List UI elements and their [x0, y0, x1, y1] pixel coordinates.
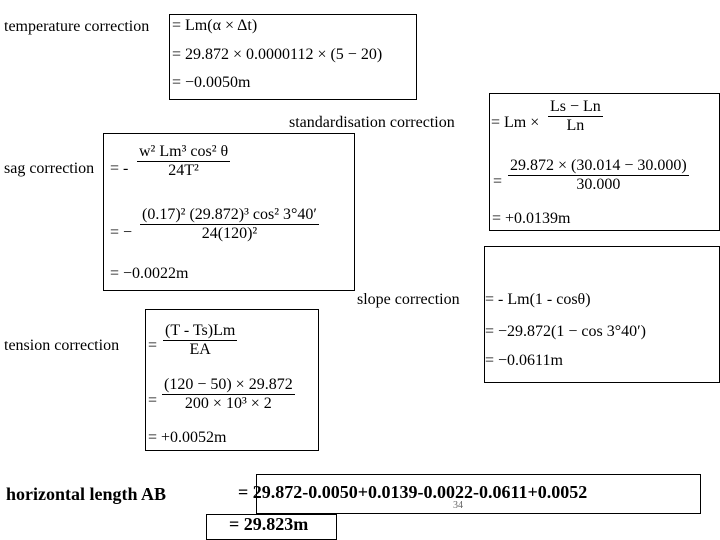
- tension-fraction-1-denominator: EA: [189, 341, 211, 358]
- standardisation-line-1-prefix: = Lm ×: [491, 114, 540, 131]
- horizontal-length-result: = 29.823m: [229, 514, 309, 534]
- tension-line-1-prefix: =: [148, 337, 158, 354]
- sag-correction-label: sag correction: [4, 160, 95, 177]
- standardisation-fraction-2-numerator: 29.872 × (30.014 − 30.000): [510, 157, 687, 174]
- tension-fraction-1-numerator: (T - Ts)Lm: [165, 322, 236, 339]
- sag-fraction-1-denominator: 24T²: [168, 162, 199, 179]
- sag-fraction-1-numerator: w² Lm³ cos² θ: [139, 143, 229, 160]
- sag-fraction-2-numerator: (0.17)² (29.872)³ cos² 3°40′: [142, 206, 317, 223]
- sag-fraction-1: [137, 143, 230, 180]
- tension-fraction-2: [162, 376, 295, 413]
- slope-line-1: = - Lm(1 - cosθ): [485, 291, 591, 308]
- temperature-correction-label: temperature correction: [4, 18, 150, 35]
- horizontal-length-expression: = 29.872-0.0050+0.0139-0.0022-0.0611+0.0052: [238, 482, 588, 502]
- standardisation-fraction-2-denominator: 30.000: [576, 176, 621, 193]
- standardisation-fraction-2: [508, 157, 689, 194]
- tension-line-3: = +0.0052m: [148, 429, 227, 446]
- sag-line-1-prefix: = -: [110, 160, 129, 177]
- standardisation-line-3: = +0.0139m: [492, 210, 571, 227]
- tension-correction-label: tension correction: [4, 337, 120, 354]
- tension-fraction-2-denominator: 200 × 10³ × 2: [184, 395, 272, 412]
- slope-line-3: = −0.0611m: [485, 352, 563, 369]
- tension-line-2-prefix: =: [148, 392, 158, 409]
- page-number: 34: [453, 500, 463, 511]
- horizontal-length-label: horizontal length AB: [6, 484, 167, 504]
- standardisation-line-2-prefix: =: [493, 173, 503, 190]
- temperature-line-1: = Lm(α × Δt): [172, 17, 258, 34]
- sag-line-3: = −0.0022m: [110, 265, 189, 282]
- temperature-line-2: = 29.872 × 0.0000112 × (5 − 20): [172, 46, 383, 63]
- slope-line-2: = −29.872(1 − cos 3°40′): [485, 323, 646, 340]
- temperature-line-3: = −0.0050m: [172, 74, 251, 91]
- standardisation-correction-label: standardisation correction: [289, 114, 455, 131]
- standardisation-fraction-1-numerator: Ls − Ln: [550, 98, 601, 115]
- tension-fraction-1: [163, 322, 237, 359]
- sag-fraction-2: [140, 206, 319, 243]
- tension-fraction-2-numerator: (120 − 50) × 29.872: [164, 376, 293, 393]
- sag-line-2-prefix: = −: [110, 224, 133, 241]
- sag-fraction-2-denominator: 24(120)²: [201, 225, 258, 242]
- slope-correction-label: slope correction: [357, 291, 460, 308]
- standardisation-fraction-1-denominator: Ln: [566, 117, 585, 134]
- standardisation-fraction-1: [548, 98, 603, 135]
